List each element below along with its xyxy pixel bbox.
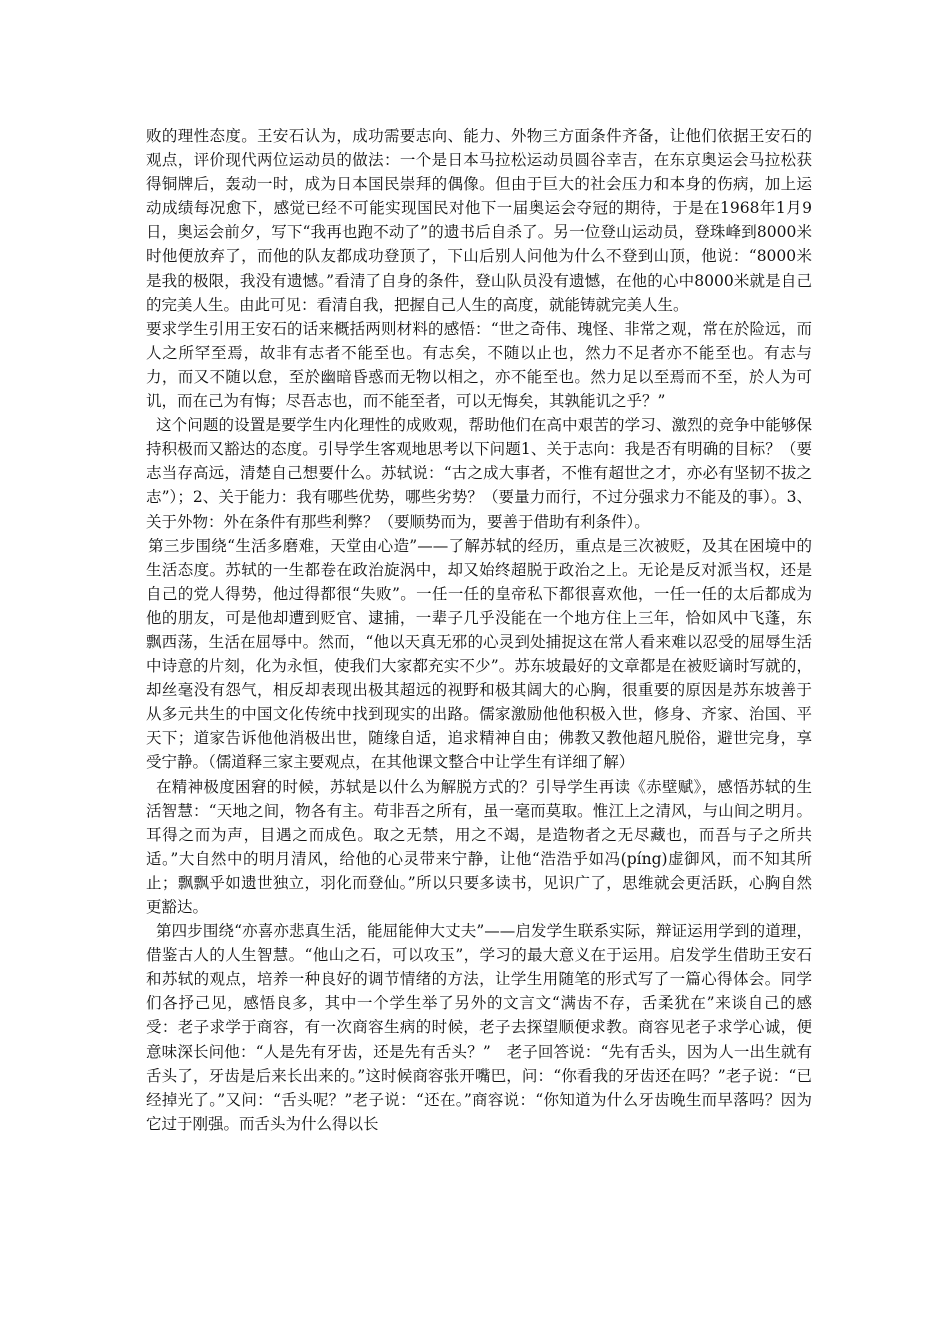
paragraph-2: 要求学生引用王安石的话来概括两则材料的感悟：“世之奇伟、瑰怪、非常之观，常在於险远，而人之所罕至焉，故非有志者不能至也。有志矣，不随以止也，然力不足者亦不能至也。有志与力，而又不随以怠，至於幽暗昏惑而无物以相之，亦不能至也。然力足以至焉而不至，於人为可讥，而在己为有悔；尽吾志也，而不能至者，可以无悔矣，其孰能讥之乎？” bbox=[146, 319, 812, 411]
paragraph-1: 败的理性态度。王安石认为，成功需要志向、能力、外物三方面条件齐备，让他们依据王安石的观点，评价现代两位运动员的做法：一个是日本马拉松运动员圆谷幸吉，在东京奥运会马拉松获得铜牌后，轰动一时，成为日本国民崇拜的偶像。但由于巨大的社会压力和本身的伤病，加上运动成绩每况愈下，感觉已经不可能实现国民对他下一届奥运会夺冠的期待，于是在1968年1月9日，奥运会前夕，写下“我再也跑不动了”的遗书后自杀了。另一位登山运动员，登珠峰到8000米时他便放弃了，而他的队友都成功登顶了，下山后别人问他为什么不登到山顶，他说：“8000米是我的极限，我没有遗憾。”看清了自身的条件，登山队员没有遗憾，在他的心中8000米就是自己的完美人生。由此可见：看清自我，把握自己人生的高度，就能铸就完美人生。 bbox=[146, 127, 812, 314]
paragraph-3: 这个问题的设置是要学生内化理性的成败观，帮助他们在高中艰苦的学习、激烈的竞争中能够保持积极而又豁达的态度。引导学生客观地思考以下问题1、关于志向：我是否有明确的目标？（要志当存高远，清楚自己想要什么。苏轼说：“古之成大事者，不惟有超世之才，亦必有坚韧不拔之志”）；2、关于能力：我有哪些优势，哪些劣势？（要量力而行，不过分强求力不能及的事）。3、关于外物：外在条件有那些利弊？（要顺势而为，要善于借助有利条件）。 bbox=[146, 416, 812, 531]
paragraph-6: 第四步围绕“亦喜亦悲真生活，能屈能伸大丈夫”——启发学生联系实际，辩证运用学到的道理，借鉴古人的人生智慧。“他山之石，可以攻玉”，学习的最大意义在于运用。启发学生借助王安石和苏轼的观点，培养一种良好的调节情绪的方法，让学生用随笔的形式写了一篇心得体会。同学们各抒己见，感悟良多，其中一个学生举了另外的文言文“满齿不存，舌柔犹在”来谈自己的感受：老子求学于商容，有一次商容生病的时候，老子去探望顺便求教。商容见老子求学心诚，便意味深长问他：“人是先有牙齿，还是先有舌头？” 老子回答说：“先有舌头，因为人一出生就有舌头了，牙齿是后来长出来的。”这时候商容张开嘴巴，问：“你看我的牙齿还在吗？”老子说：“已经掉光了。”又问：“舌头呢？”老子说：“还在。”商容说：“你知道为什么牙齿晚生而早落吗？因为它过于刚强。而舌头为什么得以长 bbox=[146, 922, 812, 1133]
paragraph-5: 在精神极度困窘的时候，苏轼是以什么为解脱方式的？引导学生再读《赤壁赋》，感悟苏轼的生活智慧：“天地之间，物各有主。苟非吾之所有，虽一毫而莫取。惟江上之清风，与山间之明月。耳得之而为声，目遇之而成色。取之无禁，用之不竭，是造物者之无尽藏也，而吾与子之所共适。”大自然中的明月清风，给他的心灵带来宁静，让他“浩浩乎如冯(píng)虚御风，而不知其所止；飘飘乎如遗世独立，羽化而登仙。”所以只要多读书，见识广了，思维就会更活跃，心胸自然更豁达。 bbox=[146, 777, 812, 916]
document-body bbox=[146, 124, 812, 1136]
paragraph-4: 第三步围绕“生活多磨难，天堂由心造”——了解苏轼的经历，重点是三次被贬，及其在困境中的生活态度。苏轼的一生都卷在政治旋涡中，却又始终超脱于政治之上。无论是反对派当权，还是自己的党人得势，他过得都很“失败”。一任一任的皇帝私下都很喜欢他，一任一任的太后都成为他的朋友，可是他却遭到贬官、逮捕，一辈子几乎没能在一个地方住上三年，恰如风中飞蓬，东飘西荡，生活在屈辱中。然而，“他以天真无邪的心灵到处捕捉这在常人看来难以忍受的屈辱生活中诗意的片刻，化为永恒，使我们大家都充实不少”。苏东坡最好的文章都是在被贬谪时写就的，却丝毫没有怨气，相反却表现出极其超远的视野和极其阔大的心胸，很重要的原因是苏东坡善于从多元共生的中国文化传统中找到现实的出路。儒家激励他他积极入世，修身、齐家、治国、平天下；道家告诉他他消极出世，随缘自适，追求精神自由；佛教又教他超凡脱俗，避世完身，享受宁静。（儒道释三家主要观点，在其他课文整合中让学生有详细了解） bbox=[146, 536, 812, 772]
